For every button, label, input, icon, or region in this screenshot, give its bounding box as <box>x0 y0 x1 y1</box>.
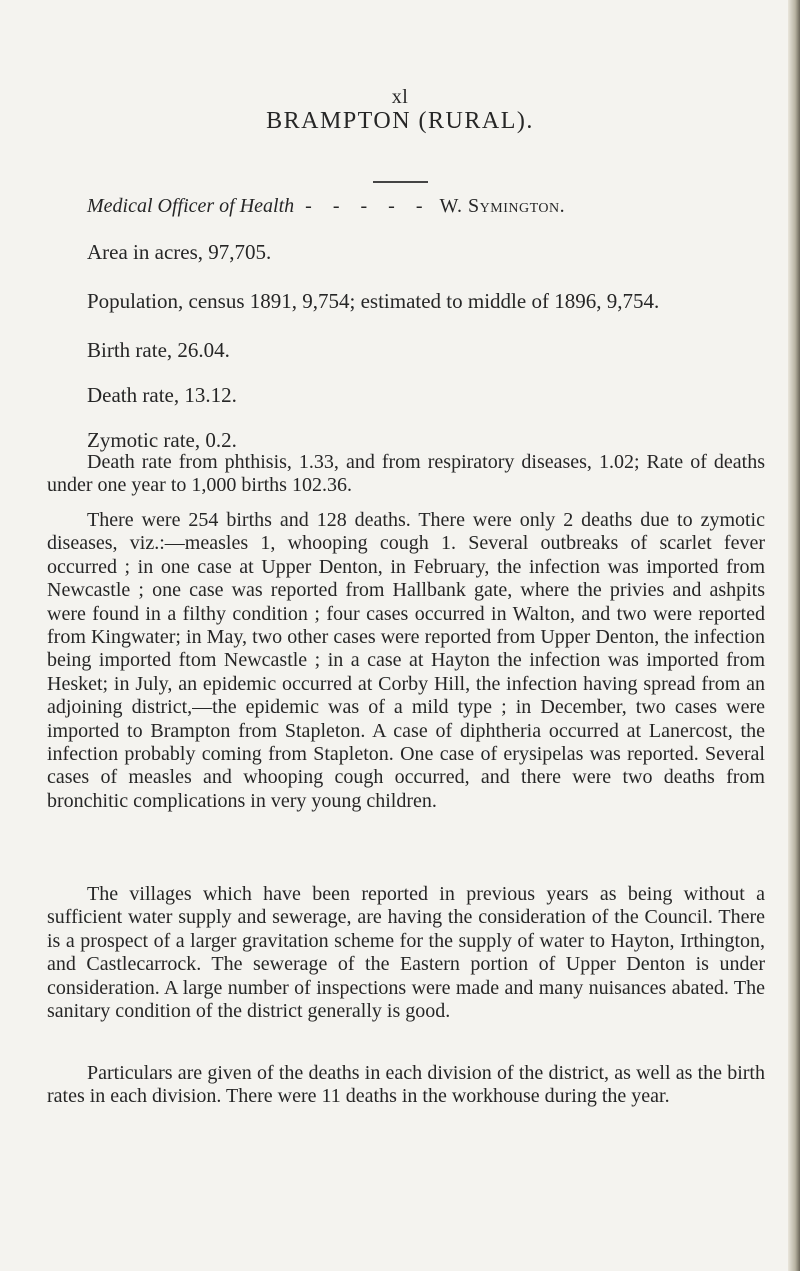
page-title: BRAMPTON (RURAL). <box>266 108 534 134</box>
medical-officer-line <box>87 195 767 218</box>
population-stat: Population, census 1891, 9,754; estimated to middle of 1896, 9,754. <box>87 289 660 313</box>
paragraph-death-rates: Death rate from phthisis, 1.33, and from respiratory diseases, 1.02; Rate of deaths under one year to 1,000 births 102.36. <box>47 451 765 497</box>
officer-role: Medical Officer of Health <box>87 195 295 217</box>
leader-dashes: - - - - - <box>305 195 431 217</box>
area-stat: Area in acres, 97,705. <box>87 240 272 264</box>
officer-name: W. Symington. <box>439 195 566 217</box>
title-divider <box>373 181 428 183</box>
birth-rate-stat: Birth rate, 26.04. <box>87 338 230 362</box>
page-binding-edge <box>788 0 800 1271</box>
zymotic-rate-stat: Zymotic rate, 0.2. <box>87 428 237 452</box>
paragraph-births-deaths: There were 254 births and 128 deaths. There were only 2 deaths due to zymotic diseases, viz.:—measles 1, whooping cough 1. Several outbreaks of scarlet fever occurred ; in one case at Upper Denton, in February, the infection was imported from Newcastle ; one case was reported from Hallbank gate, where the privies and ashpits were found in a filthy condition ; four cases occurred in Walton, and two were reported from Kingwater; in May, two other cases were reported from Upper Denton, the infection being imported ftom Newcastle ; in a case at Hayton the infection was imported from Hesket; in July, an epidemic occurred at Corby Hill, the infection having spread from an adjoining district,—the epidemic was of a mild type ; in December, two cases were imported to Brampton from Stapleton. A case of diphtheria occurred at Lanercost, the infection probably coming from Stapleton. One case of erysipelas was reported. Several cases of measles and whooping cough occurred, and there were two deaths from bronchitic complications in very young children. <box>47 509 765 812</box>
paragraph-water-supply: The villages which have been reported in previous years as being without a sufficient water supply and sewerage, are having the consideration of the Council. There is a prospect of a larger gravitation scheme for the supply of water to Hayton, Irthington, and Castlecarrock. The sewerage of the Eastern portion of Upper Denton is under consideration. A large number of inspections were made and many nuisances abated. The sanitary condition of the district generally is good. <box>47 883 765 1023</box>
death-rate-stat: Death rate, 13.12. <box>87 383 237 407</box>
page-number: xl <box>391 86 409 108</box>
paragraph-particulars: Particulars are given of the deaths in each division of the district, as well as the birth rates in each division. There were 11 deaths in the workhouse during the year. <box>47 1062 765 1108</box>
